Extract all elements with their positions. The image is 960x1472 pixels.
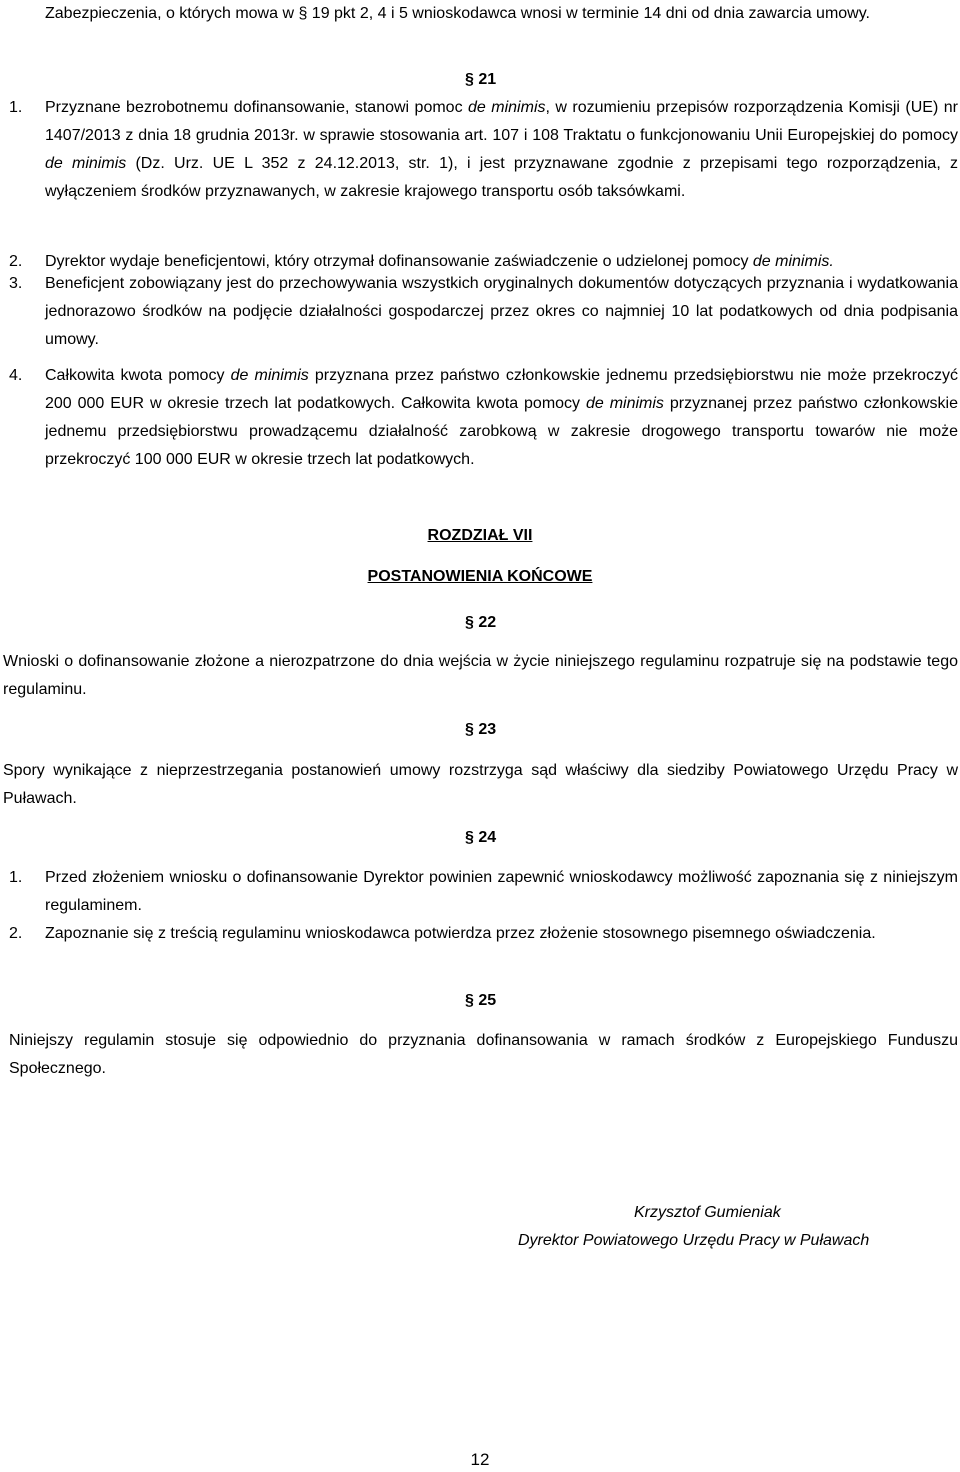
- section-23-heading: § 23: [465, 721, 497, 738]
- s21-item-3: [0, 270, 960, 354]
- item-number: 4.: [9, 367, 23, 384]
- s23-paragraph: [0, 757, 960, 813]
- item-number: 1.: [9, 869, 23, 886]
- item-text: Zapoznanie się z treścią regulaminu wnioskodawca potwierdza przez złożenie stosownego pisemnego oświadczenia.: [45, 925, 876, 942]
- section-25-heading: § 25: [465, 992, 497, 1009]
- s24-item-1: [0, 864, 960, 920]
- item-text: Przed złożeniem wniosku o dofinansowanie Dyrektor powinien zapewnić wnioskodawcy możliwość zapoznania się z niniejszym regulaminem.: [45, 869, 958, 914]
- item-text: Przyznane bezrobotnemu dofinansowanie, stanowi pomoc de minimis, w rozumieniu przepisów rozporządzenia Komisji (UE) nr 1407/2013 z dnia 18 grudnia 2013r. w sprawie stosowania art. 107 i 108 Traktatu o funkcjonowaniu Unii Europejskiej do pomocy de minimis (Dz. Urz. UE L 352 z 24.12.2013, str. 1), i jest przyznawane zgodnie z przepisami tego rozporządzenia, z wyłączeniem środków przyznawanych, w zakresie krajowego transportu osób taksówkami.: [45, 99, 958, 200]
- s23-text: Spory wynikające z nieprzestrzegania postanowień umowy rozstrzyga sąd właściwy dla siedziby Powiatowego Urzędu Pracy w Puławach.: [3, 762, 958, 807]
- s24-item-2: [0, 920, 960, 948]
- item-text: Dyrektor wydaje beneficjentowi, który otrzymał dofinansowanie zaświadczenie o udzielonej pomocy de minimis.: [45, 253, 834, 270]
- chapter-subtitle: POSTANOWIENIA KOŃCOWE: [367, 568, 593, 585]
- s22-text: Wnioski o dofinansowanie złożone a nierozpatrzone do dnia wejścia w życie niniejszego regulaminu rozpatruje się na podstawie tego regulaminu.: [3, 653, 958, 698]
- section-24-heading: § 24: [465, 829, 497, 846]
- section-21-heading: § 21: [465, 71, 497, 88]
- item-number: 1.: [9, 99, 23, 116]
- item-text: Beneficjent zobowiązany jest do przechowywania wszystkich oryginalnych dokumentów dotyczących przyznania i wydatkowania jednorazowo środków na podjęcie działalności gospodarczej przez okres co najmniej 10 lat podatkowych od dnia podpisania umowy.: [45, 275, 958, 348]
- s22-paragraph: [0, 648, 960, 704]
- intro-text: Zabezpieczenia, o których mowa w § 19 pkt 2, 4 i 5 wnioskodawca wnosi w terminie 14 dni od dnia zawarcia umowy.: [45, 5, 870, 22]
- signature-role: Dyrektor Powiatowego Urzędu Pracy w Puławach: [518, 1232, 870, 1249]
- s25-paragraph: [0, 1027, 960, 1083]
- s25-text: Niniejszy regulamin stosuje się odpowiednio do przyznania dofinansowania w ramach środków z Europejskiego Funduszu Społecznego.: [9, 1032, 958, 1077]
- item-number: 3.: [9, 275, 23, 292]
- item-number: 2.: [9, 925, 23, 942]
- s21-item-1: [0, 94, 960, 206]
- section-22-heading: § 22: [465, 614, 497, 631]
- item-text: Całkowita kwota pomocy de minimis przyznana przez państwo członkowskie jednemu przedsiębiorstwu nie może przekroczyć 200 000 EUR w okresie trzech lat podatkowych. Całkowita kwota pomocy de minimis przyznanej przez państwo członkowskie jednemu przedsiębiorstwu prowadzącemu działalność zarobkową w zakresie drogowego transportu towarów nie może przekroczyć 100 000 EUR w okresie trzech lat podatkowych.: [45, 367, 959, 468]
- item-number: 2.: [9, 253, 23, 270]
- chapter-title: ROZDZIAŁ VII: [427, 527, 533, 544]
- intro-paragraph: [0, 0, 960, 28]
- s21-item-4: [0, 362, 960, 474]
- page-number: 12: [470, 1450, 490, 1469]
- signature-name: Krzysztof Gumieniak: [634, 1204, 781, 1221]
